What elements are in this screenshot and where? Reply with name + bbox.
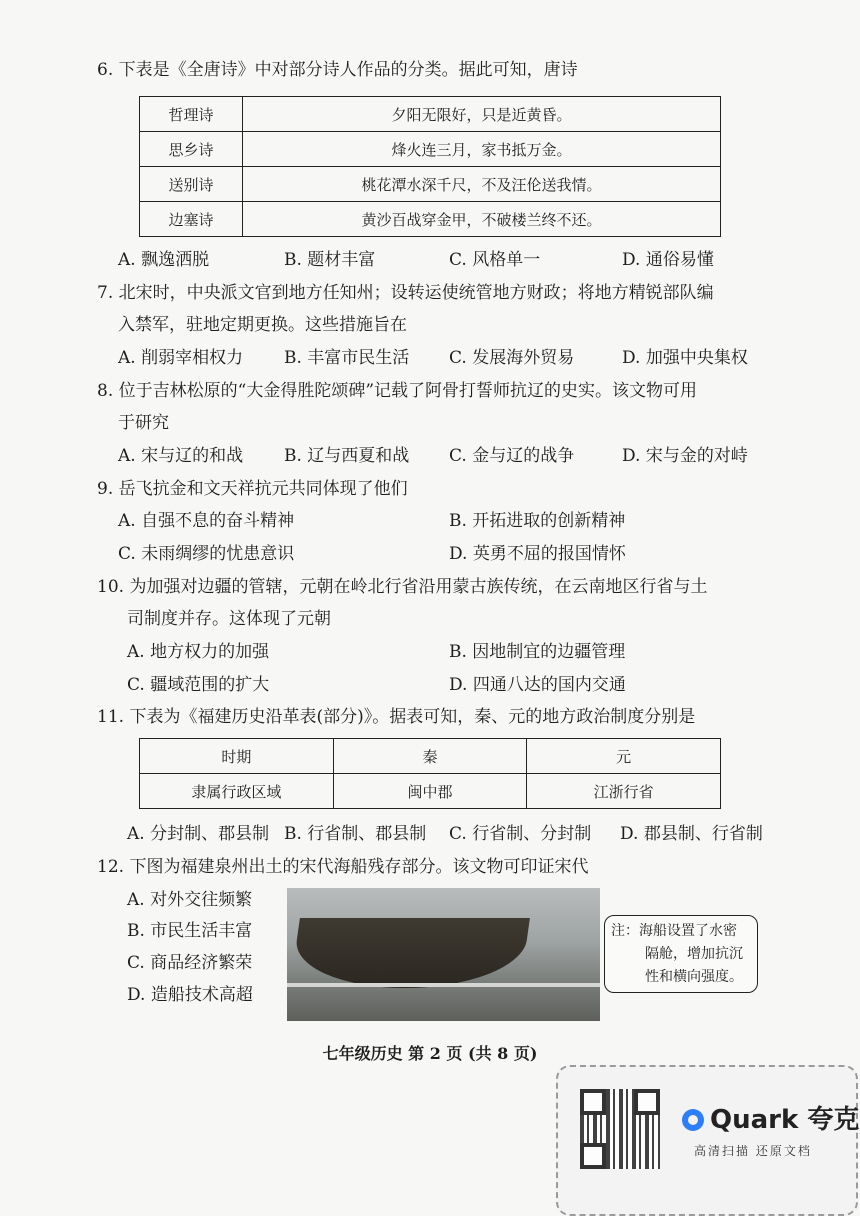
table-cell: 江浙行省 bbox=[527, 774, 721, 809]
note-line1: 注：海船设置了水密 bbox=[611, 923, 737, 939]
q12-option-c: C. 商品经济繁荣 bbox=[127, 953, 253, 973]
poem-type-cell: 哲理诗 bbox=[140, 97, 243, 132]
q9-option-d: D. 英勇不屈的报国情怀 bbox=[449, 544, 626, 564]
quark-brand-text: Quark 夸克 bbox=[710, 1105, 860, 1135]
quark-tagline: 高清扫描 还原文档 bbox=[694, 1144, 812, 1158]
q8-option-c: C. 金与辽的战争 bbox=[449, 446, 575, 466]
q11-option-b: B. 行省制、郡县制 bbox=[284, 824, 427, 844]
q8-stem-line2: 于研究 bbox=[118, 413, 169, 433]
table-row bbox=[140, 132, 721, 167]
q12-option-a: A. 对外交往频繁 bbox=[127, 890, 253, 910]
q7-stem-line1: 7. 北宋时，中央派文官到地方任知州；设转运使统管地方财政；将地方精锐部队编 bbox=[97, 283, 714, 303]
q12-stem: 12. 下图为福建泉州出土的宋代海船残存部分。该文物可印证宋代 bbox=[97, 857, 589, 877]
q7-option-b: B. 丰富市民生活 bbox=[284, 348, 410, 368]
q9-option-c: C. 未雨绸缪的忧患意识 bbox=[118, 544, 295, 564]
poem-line-cell: 桃花潭水深千尺，不及汪伦送我情。 bbox=[243, 167, 721, 202]
q7-stem-line2: 入禁军，驻地定期更换。这些措施旨在 bbox=[118, 315, 407, 335]
q10-option-a: A. 地方权力的加强 bbox=[127, 642, 270, 662]
display-rail bbox=[287, 983, 600, 987]
q11-option-d: D. 郡县制、行省制 bbox=[620, 824, 763, 844]
q6-option-d: D. 通俗易懂 bbox=[622, 250, 714, 270]
q12-option-b: B. 市民生活丰富 bbox=[127, 921, 253, 941]
q7-option-d: D. 加强中央集权 bbox=[622, 348, 748, 368]
q10-option-c: C. 疆域范围的扩大 bbox=[127, 675, 270, 695]
table-header-cell: 时期 bbox=[140, 739, 334, 774]
ship-hull-shape bbox=[290, 918, 530, 988]
qr-finder bbox=[580, 1089, 606, 1115]
table-row bbox=[140, 202, 721, 237]
note-line2: 隔舱，增加抗沉 bbox=[645, 946, 743, 962]
table-header-cell: 秦 bbox=[333, 739, 527, 774]
q11-option-c: C. 行省制、分封制 bbox=[449, 824, 592, 844]
poem-type-cell: 思乡诗 bbox=[140, 132, 243, 167]
q8-option-d: D. 宋与金的对峙 bbox=[622, 446, 748, 466]
q6-option-c: C. 风格单一 bbox=[449, 250, 541, 270]
q6-option-a: A. 飘逸洒脱 bbox=[118, 250, 210, 270]
q12-option-d: D. 造船技术高超 bbox=[127, 985, 253, 1005]
table-header-row bbox=[140, 739, 721, 774]
q9-option-b: B. 开拓进取的创新精神 bbox=[449, 511, 626, 531]
poem-line-cell: 烽火连三月，家书抵万金。 bbox=[243, 132, 721, 167]
q10-stem-line2: 司制度并存。这体现了元朝 bbox=[127, 609, 331, 629]
poem-type-cell: 边塞诗 bbox=[140, 202, 243, 237]
table-row bbox=[140, 97, 721, 132]
table-header-cell: 元 bbox=[527, 739, 721, 774]
q11-history-table bbox=[139, 738, 721, 809]
q8-stem-line1: 8. 位于吉林松原的“大金得胜陀颂碑”记载了阿骨打誓师抗辽的史实。该文物可用 bbox=[97, 381, 698, 401]
table-cell: 隶属行政区域 bbox=[140, 774, 334, 809]
table-cell: 闽中郡 bbox=[333, 774, 527, 809]
q10-option-d: D. 四通八达的国内交通 bbox=[449, 675, 626, 695]
page-footer: 七年级历史 第 2 页 (共 8 页) bbox=[322, 1044, 538, 1063]
poem-type-cell: 送别诗 bbox=[140, 167, 243, 202]
qr-finder bbox=[634, 1089, 660, 1115]
quark-logo bbox=[682, 1099, 859, 1136]
quark-scan-badge[interactable] bbox=[556, 1065, 858, 1216]
q10-stem-line1: 10. 为加强对边疆的管辖，元朝在岭北行省沿用蒙古族传统，在云南地区行省与土 bbox=[97, 577, 708, 597]
q7-option-a: A. 削弱宰相权力 bbox=[118, 348, 244, 368]
q11-option-a: A. 分封制、郡县制 bbox=[127, 824, 270, 844]
qr-finder bbox=[580, 1143, 606, 1169]
q8-option-b: B. 辽与西夏和战 bbox=[284, 446, 410, 466]
qr-code-icon bbox=[580, 1089, 660, 1169]
table-row bbox=[140, 774, 721, 809]
quark-logo-icon bbox=[682, 1109, 704, 1131]
q10-option-b: B. 因地制宜的边疆管理 bbox=[449, 642, 626, 662]
q9-option-a: A. 自强不息的奋斗精神 bbox=[118, 511, 295, 531]
song-ship-photo bbox=[287, 888, 600, 1021]
q6-stem: 6. 下表是《全唐诗》中对部分诗人作品的分类。据此可知，唐诗 bbox=[97, 60, 578, 80]
poem-line-cell: 夕阳无限好，只是近黄昏。 bbox=[243, 97, 721, 132]
table-row bbox=[140, 167, 721, 202]
ship-note-box bbox=[604, 915, 758, 993]
q11-stem: 11. 下表为《福建历史沿革表(部分)》。据表可知，秦、元的地方政治制度分别是 bbox=[97, 707, 696, 727]
q6-poetry-table bbox=[139, 96, 721, 237]
q8-option-a: A. 宋与辽的和战 bbox=[118, 446, 244, 466]
note-line3: 性和横向强度。 bbox=[645, 969, 743, 985]
q6-option-b: B. 题材丰富 bbox=[284, 250, 376, 270]
q9-stem: 9. 岳飞抗金和文天祥抗元共同体现了他们 bbox=[97, 479, 408, 499]
poem-line-cell: 黄沙百战穿金甲，不破楼兰终不还。 bbox=[243, 202, 721, 237]
q7-option-c: C. 发展海外贸易 bbox=[449, 348, 575, 368]
